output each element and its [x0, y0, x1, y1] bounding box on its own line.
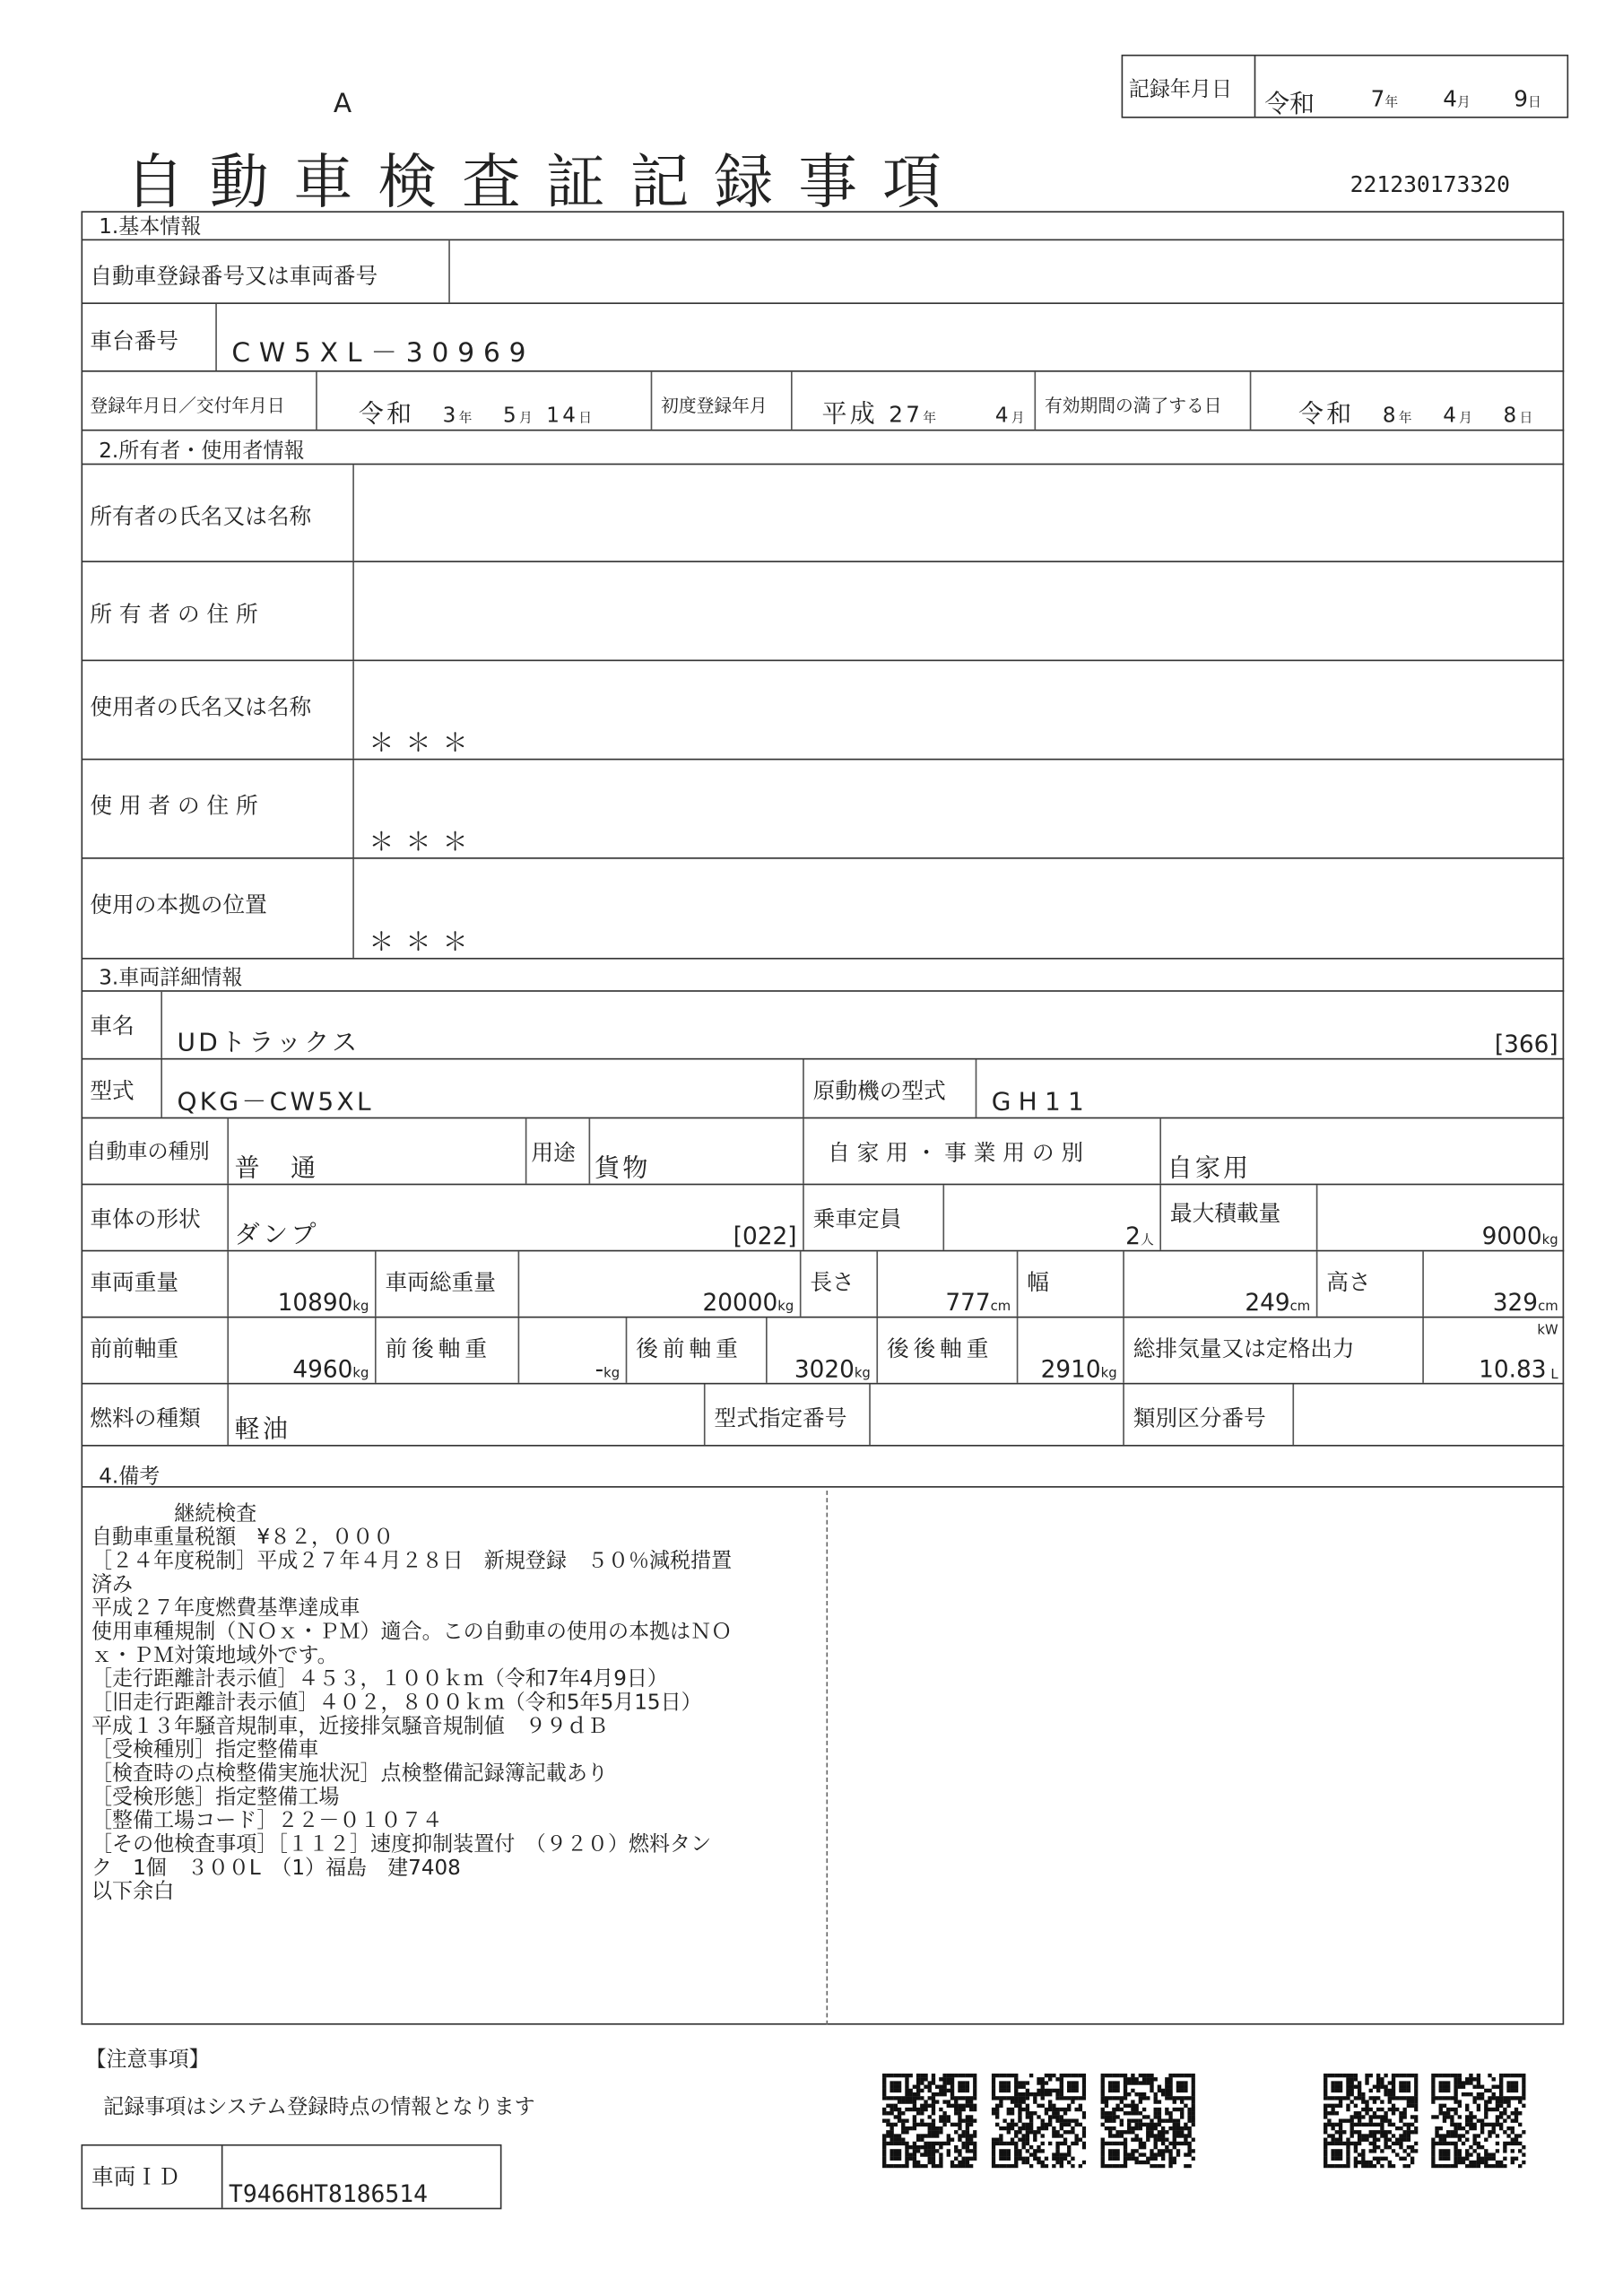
record-date-box: [1122, 55, 1569, 118]
label: 車名: [82, 992, 163, 1058]
remark-line: 平成２７年度燃費基準達成車: [91, 1596, 360, 1621]
value-cell: [229, 1251, 377, 1316]
vehicle-id-value: T9466HT8186514: [229, 2179, 428, 2208]
remark-line: ［２４年度税制］平成２７年４月２８日 新規登録 ５０％減税措置: [91, 1549, 733, 1574]
unit: 月: [1011, 412, 1028, 427]
label: 後後軸重: [878, 1318, 1018, 1382]
value: 普 通: [234, 1153, 319, 1184]
qr-code-3: [1324, 2074, 1418, 2168]
value: 2910: [1040, 1354, 1101, 1383]
value: 軽油: [234, 1415, 291, 1445]
label: 前後軸重: [377, 1318, 520, 1382]
unit-kw: kW: [1537, 1324, 1558, 1339]
value: 2: [1125, 1222, 1141, 1250]
unit: kg: [352, 1366, 369, 1382]
era: 令和: [358, 399, 415, 430]
label: 自動車登録番号又は車両番号: [82, 240, 450, 302]
vehicle-id-box: [82, 2144, 502, 2209]
unit: 日: [578, 412, 595, 427]
month: 4: [1443, 85, 1458, 113]
label: 用途: [526, 1118, 590, 1183]
unit: 月: [518, 412, 536, 427]
value: ＊＊＊: [369, 928, 480, 958]
row-weights-dimensions: [82, 1251, 1565, 1318]
code: [366]: [1494, 1030, 1558, 1058]
label: 使用の本拠の位置: [82, 859, 354, 958]
value-cell: [878, 1251, 1018, 1316]
label: 車台番号: [82, 304, 217, 370]
value-cell: [519, 1318, 627, 1382]
era: 平成: [821, 399, 879, 430]
notice-text: 記録事項はシステム登録時点の情報となります: [103, 2095, 535, 2119]
row-owner-user-4: [82, 859, 1565, 960]
unit: cm: [990, 1300, 1011, 1316]
remark-line: ［受検形態］指定整備工場: [91, 1786, 340, 1810]
value: 貨物: [595, 1153, 651, 1184]
row-dates: [82, 372, 1565, 431]
unit: 人: [1140, 1233, 1154, 1249]
remark-line: ［走行距離計表示値］４５３，１００ｋｍ（令和7年4月9日）: [91, 1667, 668, 1692]
value: CW5XL－30969: [231, 337, 535, 370]
remark-line: ［その他検査事項］［１１２］速度抑制装置付 （９２０）燃料タン: [91, 1832, 712, 1857]
value-cell: [519, 1251, 801, 1316]
unit: 年: [458, 412, 475, 427]
unit: kg: [854, 1366, 871, 1382]
document-title: 自動車検査証記録事項: [125, 149, 967, 217]
unit: 年: [1384, 95, 1399, 111]
value: 329: [1492, 1288, 1539, 1317]
month: 5: [503, 404, 519, 429]
row-owner-user-1: [82, 562, 1565, 661]
value: 自家用: [1167, 1153, 1252, 1184]
unit: kg: [352, 1300, 369, 1316]
record-date-value: [1255, 57, 1567, 120]
value: 9000: [1481, 1222, 1542, 1250]
month: 4: [1443, 404, 1460, 429]
row-registration-number: [82, 240, 1565, 304]
value: ＊＊＊: [369, 728, 480, 759]
label: 型式指定番号: [706, 1384, 871, 1444]
expiry-value: [1251, 372, 1564, 430]
label: 所 有 者 の 住 所: [82, 562, 354, 660]
unit: kg: [603, 1366, 621, 1382]
remark-line: ［検査時の点検整備実施状況］点検整備記録簿記載あり: [91, 1761, 608, 1787]
remark-line: 使用車種規制（ＮＯｘ・ＰＭ）適合。この自動車の使用の本拠はＮＯ: [91, 1620, 733, 1645]
label: 高さ: [1317, 1251, 1423, 1316]
notice-title: 【注意事項】: [85, 2048, 210, 2073]
remark-line: ［旧走行距離計表示値］４０２，８００ｋｍ（令和5年5月15日）: [91, 1691, 702, 1716]
label: 原動機の型式: [804, 1059, 977, 1117]
remark-line: ｘ・ＰＭ対策地域外です。: [91, 1644, 338, 1668]
unit: kg: [777, 1300, 794, 1316]
row-kind-use: [82, 1118, 1565, 1185]
value-cell: [1018, 1318, 1124, 1382]
displacement-cell: [1424, 1318, 1564, 1382]
value-cell: [229, 1318, 377, 1382]
label: 型式: [82, 1059, 163, 1117]
qr-code-0: [882, 2074, 976, 2168]
remarks-divider: [826, 1491, 828, 2025]
qr-code-4: [1431, 2074, 1525, 2168]
unit: 年: [923, 412, 940, 427]
row-body: [82, 1185, 1565, 1251]
era: 令和: [1298, 399, 1355, 430]
label: 長さ: [802, 1251, 879, 1316]
unit: kg: [1100, 1366, 1117, 1382]
unit: cm: [1289, 1300, 1311, 1316]
unit: 月: [1459, 412, 1476, 427]
row-vehicle-name: [82, 992, 1565, 1060]
remark-line: 以下余白: [91, 1880, 175, 1904]
label: 初度登録年月: [652, 372, 792, 430]
year: 7: [1370, 85, 1385, 113]
record-date-label: 記録年月日: [1123, 57, 1255, 117]
document-number: 221230173320: [1350, 170, 1510, 198]
unit: 年: [1398, 412, 1415, 427]
row-owner-user-2: [82, 661, 1565, 760]
day: 8: [1503, 404, 1520, 429]
unit-l: L: [1550, 1368, 1558, 1383]
value: 4960: [292, 1354, 353, 1383]
row-owner-user-0: [82, 465, 1565, 562]
first-reg-value: [793, 372, 1037, 430]
remarks-text: [91, 1502, 732, 1904]
row-fuel: [82, 1384, 1565, 1446]
year: 27: [889, 401, 924, 429]
value: QKG－CW5XL: [177, 1087, 374, 1118]
remark-line: 継続検査: [91, 1502, 257, 1526]
remark-line: ［受検種別］指定整備車: [91, 1738, 319, 1762]
era: 令和: [1264, 90, 1315, 120]
value-cell: [1424, 1251, 1564, 1316]
value: 3020: [794, 1354, 855, 1383]
vehicle-id-label: 車両ＩＤ: [82, 2146, 222, 2208]
unit: 日: [1527, 95, 1541, 111]
value-cell: [768, 1318, 878, 1382]
label: 自動車の種別: [82, 1118, 230, 1183]
value-cell: [1124, 1251, 1318, 1316]
section-remarks: 4.備考: [82, 1447, 1565, 1488]
label: 最大積載量: [1161, 1185, 1317, 1249]
row-axle-weights: [82, 1318, 1565, 1384]
label: 車両重量: [82, 1251, 230, 1316]
value: 777: [945, 1288, 991, 1317]
value: 249: [1245, 1288, 1290, 1317]
year: 3: [442, 404, 459, 429]
section-vehicle-details: 3.車両詳細情報: [82, 960, 1565, 992]
unit: kg: [1541, 1233, 1558, 1249]
value: 20000: [702, 1288, 778, 1317]
label: 有効期間の満了する日: [1036, 372, 1251, 430]
row-model: [82, 1059, 1565, 1118]
label: 車両総重量: [377, 1251, 520, 1316]
value: -: [595, 1354, 604, 1383]
label: 登録年月日／交付年月日: [82, 372, 317, 430]
label: 燃料の種類: [82, 1384, 230, 1444]
label: 使 用 者 の 住 所: [82, 760, 354, 857]
value: UDトラックス: [177, 1028, 360, 1058]
label: 使用者の氏名又は名称: [82, 661, 354, 759]
remark-line: 自動車重量税額 ¥８２，０００: [91, 1526, 395, 1550]
label: 自 家 用 ・ 事 業 用 の 別: [804, 1118, 1161, 1183]
section-owner-user-info: 2.所有者・使用者情報: [82, 430, 1565, 465]
label: 前前軸重: [82, 1318, 230, 1382]
reg-date-value: [317, 372, 653, 430]
row-chassis-number: [82, 304, 1565, 372]
row-owner-user-3: [82, 760, 1565, 858]
value: 10.83: [1479, 1354, 1547, 1383]
code: [022]: [733, 1222, 797, 1250]
label: 所有者の氏名又は名称: [82, 465, 354, 561]
unit: cm: [1538, 1300, 1558, 1316]
form-mark: A: [333, 88, 352, 120]
unit: 月: [1457, 95, 1471, 111]
day: 14: [546, 404, 579, 429]
year: 8: [1382, 404, 1399, 429]
value: GH11: [991, 1087, 1092, 1118]
unit: 日: [1519, 412, 1536, 427]
section-basic-info: 1.基本情報: [82, 211, 1565, 240]
day: 9: [1514, 85, 1528, 113]
qr-code-1: [992, 2074, 1086, 2168]
label: 幅: [1018, 1251, 1124, 1316]
label: 総排気量又は定格出力: [1124, 1318, 1424, 1382]
value: ダンプ: [234, 1220, 319, 1250]
remark-line: 済み: [91, 1573, 134, 1597]
remark-line: ［整備工場コード］２２－０１０７４: [91, 1809, 443, 1833]
label: 後前軸重: [627, 1318, 767, 1382]
remark-line: 平成１３年騒音規制車，近接排気騒音規制値 ９９ｄＢ: [91, 1715, 608, 1739]
remark-line: ク 1個 ３００L （1）福島 建7408: [91, 1857, 461, 1881]
month: 4: [994, 404, 1011, 429]
qr-code-2: [1101, 2074, 1195, 2168]
value: ＊＊＊: [369, 828, 480, 858]
label: 類別区分番号: [1124, 1384, 1294, 1444]
label: 車体の形状: [82, 1185, 230, 1249]
value: 10890: [277, 1288, 353, 1317]
label: 乗車定員: [804, 1185, 944, 1249]
